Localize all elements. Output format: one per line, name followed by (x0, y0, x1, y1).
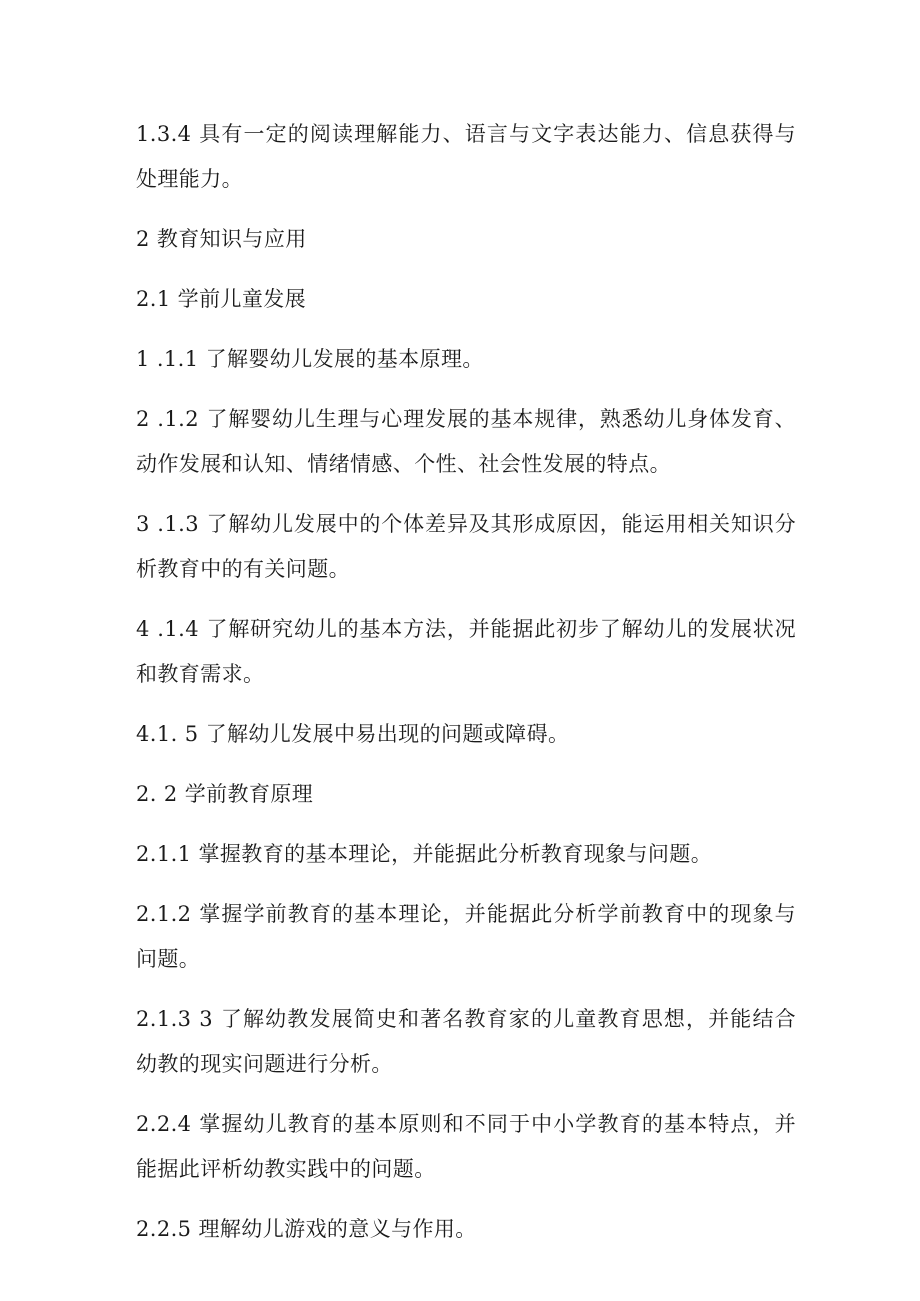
paragraph-2-2-5: 2.2.5 理解幼儿游戏的意义与作用。 (136, 1217, 477, 1241)
paragraph-1-1-4: 4 .1.4 了解研究幼儿的基本方法，并能据此初步了解幼儿的发展状况和教育需求。 (136, 617, 796, 686)
paragraph-1-1-1: 1 .1.1 了解婴幼儿发展的基本原理。 (136, 347, 484, 371)
paragraph-1-3-4: 1.3.4 具有一定的阅读理解能力、语言与文字表达能力、信息获得与处理能力。 (136, 122, 796, 191)
paragraph-2-1-2: 2.1.2 掌握学前教育的基本理论，并能据此分析学前教育中的现象与问题。 (136, 902, 796, 971)
section-heading-2: 2 教育知识与应用 (136, 227, 307, 251)
paragraph-1-1-3: 3 .1.3 了解幼儿发展中的个体差异及其形成原因，能运用相关知识分析教育中的有关问题。 (136, 512, 796, 581)
subsection-heading-2-1: 2.1 学前儿童发展 (136, 287, 307, 311)
document-body (136, 112, 796, 1267)
paragraph-4-1-5: 4.1. 5 了解幼儿发展中易出现的问题或障碍。 (136, 722, 570, 746)
paragraph-1-1-2: 2 .1.2 了解婴幼儿生理与心理发展的基本规律，熟悉幼儿身体发育、动作发展和认知、情绪情感、个性、社会性发展的特点。 (136, 407, 796, 476)
paragraph-2-2-4: 2.2.4 掌握幼儿教育的基本原则和不同于中小学教育的基本特点，并能据此评析幼教实践中的问题。 (136, 1112, 796, 1181)
paragraph-2-1-1: 2.1.1 掌握教育的基本理论，并能据此分析教育现象与问题。 (136, 842, 713, 866)
paragraph-2-1-3: 2.1.3 3 了解幼教发展简史和著名教育家的儿童教育思想，并能结合幼教的现实问题进行分析。 (136, 1007, 796, 1076)
subsection-heading-2-2: 2. 2 学前教育原理 (136, 782, 314, 806)
